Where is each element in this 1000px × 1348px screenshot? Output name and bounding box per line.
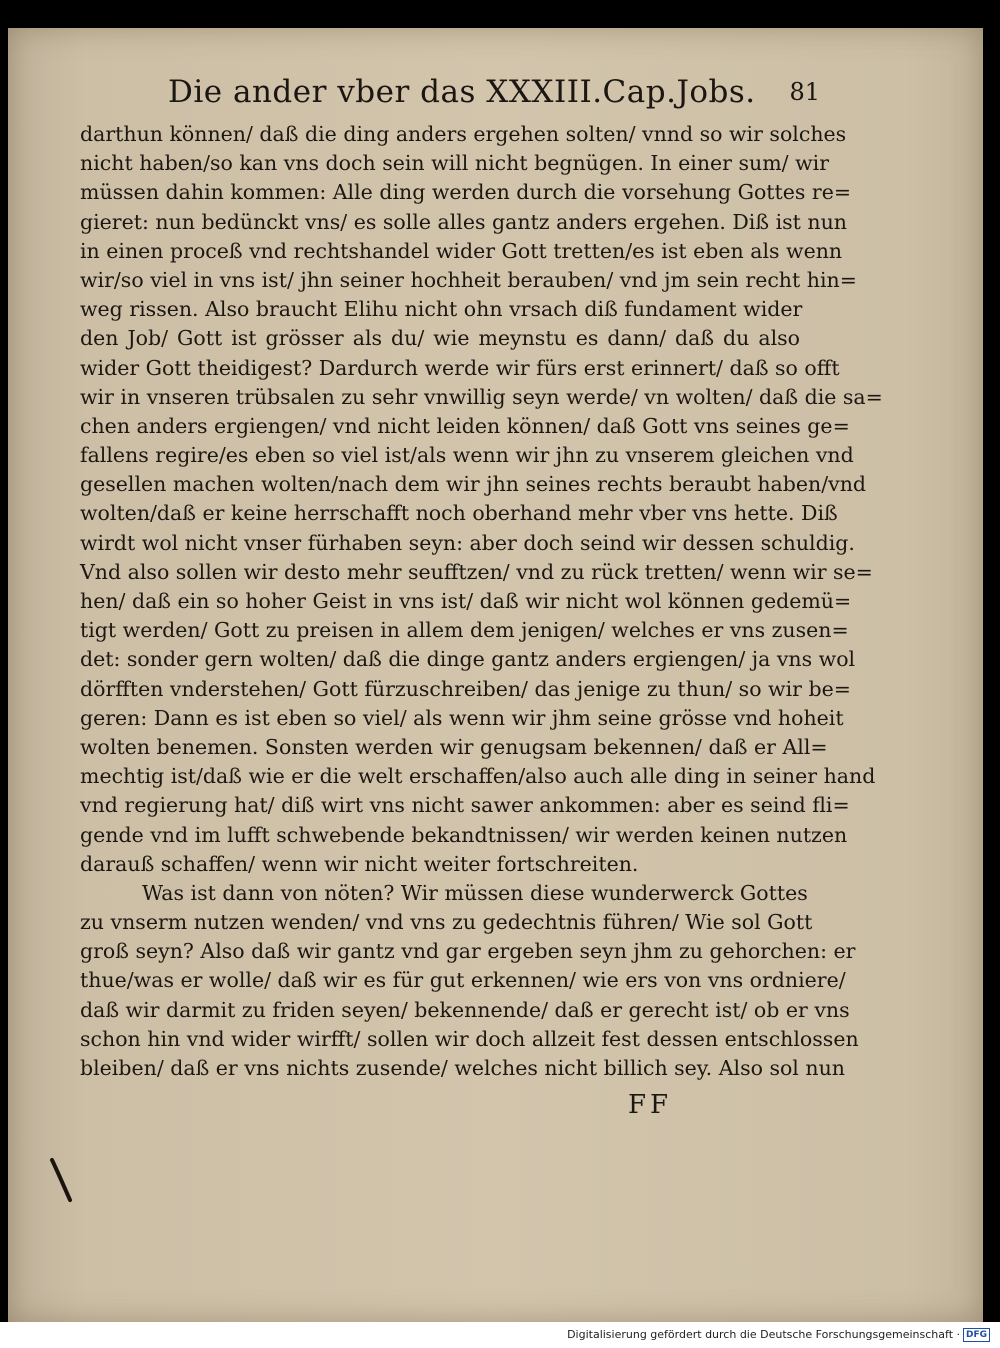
text-line: fallens regire/es eben so viel ist/als wenn wir jhn zu vnserem gleichen vnd — [80, 443, 854, 468]
text-line: zu vnserm nutzen wenden/ vnd vns zu gedechtnis führen/ Wie sol Gott — [80, 910, 813, 935]
text-line: wirdt wol nicht vnser fürhaben seyn: aber doch seind wir dessen schuldig. — [80, 530, 855, 555]
text-line: gieret: nun bedünckt vns/ es solle alles gantz anders ergehen. Diß ist nun — [80, 209, 848, 234]
text-line: wolten/daß er keine herrschafft noch oberhand mehr vber vns hette. Diß — [80, 501, 838, 526]
text-line: den Job/ Gott ist grösser als du/ wie meynstu es dann/ daß du also — [80, 326, 800, 351]
text-line: weg rissen. Also braucht Elihu nicht ohn vrsach diß fundament wider — [80, 297, 803, 322]
text-line: Vnd also sollen wir desto mehr seufftzen/ vnd zu rück tretten/ wenn wir se= — [80, 559, 873, 584]
text-line: daß wir darmit zu friden seyen/ bekennende/ daß er gerecht ist/ ob er vns — [80, 997, 850, 1022]
text-line: wider Gott theidigest? Dardurch werde wir fürs erst erinnert/ daß so offt — [80, 355, 840, 380]
text-line: geren: Dann es ist eben so viel/ als wenn wir jhm seine grösse vnd hoheit — [80, 705, 844, 730]
text-line: chen anders ergiengen/ vnd nicht leiden können/ daß Gott vns seines ge= — [80, 413, 850, 438]
text-line: gesellen machen wolten/nach dem wir jhn seines rechts beraubt haben/vnd — [80, 472, 867, 497]
text-line: thue/was er wolle/ daß wir es für gut erkennen/ wie ers von vns ordniere/ — [80, 968, 846, 993]
text-line: nicht haben/so kan vns doch sein will nicht begnügen. In einer sum/ wir — [80, 151, 829, 176]
margin-mark — [46, 1156, 76, 1206]
text-line: wolten benemen. Sonsten werden wir genugsam bekennen/ daß er All= — [80, 734, 828, 759]
footer-bar — [0, 1322, 1000, 1348]
text-line: bleiben/ daß er vns nichts zusende/ welches nicht billich sey. Also sol nun — [80, 1056, 845, 1080]
text-line: vnd regierung hat/ diß wirt vns nicht sawer ankommen: aber es seind fli= — [80, 793, 850, 818]
text-line: darauß schaffen/ wenn wir nicht weiter fortschreiten. — [80, 851, 639, 876]
text-line: groß seyn? Also daß wir gantz vnd gar ergeben seyn jhm zu gehorchen: er — [80, 939, 856, 964]
text-line: müssen dahin kommen: Alle ding werden durch die vorsehung Gottes re= — [80, 180, 852, 205]
text-line: wir/so viel in vns ist/ jhn seiner hochheit berauben/ vnd jm sein recht hin= — [80, 267, 857, 292]
dfg-logo: DFG — [963, 1328, 990, 1342]
text-line: wir in vnseren trübsalen zu sehr vnwillig seyn werde/ vn wolten/ daß die sa= — [80, 384, 883, 409]
text-line: in einen proceß vnd rechtshandel wider Gott tretten/es ist eben als wenn — [80, 238, 843, 263]
page-header — [168, 72, 828, 120]
running-title: Die ander vber das XXXIII.Cap.Jobs. — [168, 74, 756, 110]
text-line: darthun können/ daß die ding anders ergehen solten/ vnnd so wir solches — [80, 122, 847, 146]
text-line: mechtig ist/daß wie er die welt erschaffen/also auch alle ding in seiner hand — [80, 764, 876, 789]
text-line: det: sonder gern wolten/ daß die dinge gantz anders ergiengen/ ja vns wol — [80, 647, 856, 672]
text-line: schon hin vnd wider wirfft/ sollen wir doch allzeit fest dessen entschlossen — [80, 1026, 859, 1051]
body-text — [80, 120, 883, 1083]
text-line: Was ist dann von nöten? Wir müssen diese wunderwerck Gottes — [142, 880, 808, 905]
digitization-credit: Digitalisierung gefördert durch die Deutsche Forschungsgemeinschaft · — [567, 1328, 960, 1341]
text-line: gende vnd im lufft schwebende bekandtnissen/ wir werden keinen nutzen — [80, 822, 848, 847]
page-number: 81 — [789, 78, 820, 106]
text-line: dörfften vnderstehen/ Gott fürzuschreiben/ das jenige zu thun/ so wir be= — [80, 676, 851, 701]
text-line: hen/ daß ein so hoher Geist in vns ist/ daß wir nicht wol können gedemü= — [80, 589, 852, 613]
text-line: tigt werden/ Gott zu preisen in allem dem jenigen/ welches er vns zusen= — [80, 618, 849, 643]
catchword: FF — [628, 1090, 673, 1120]
